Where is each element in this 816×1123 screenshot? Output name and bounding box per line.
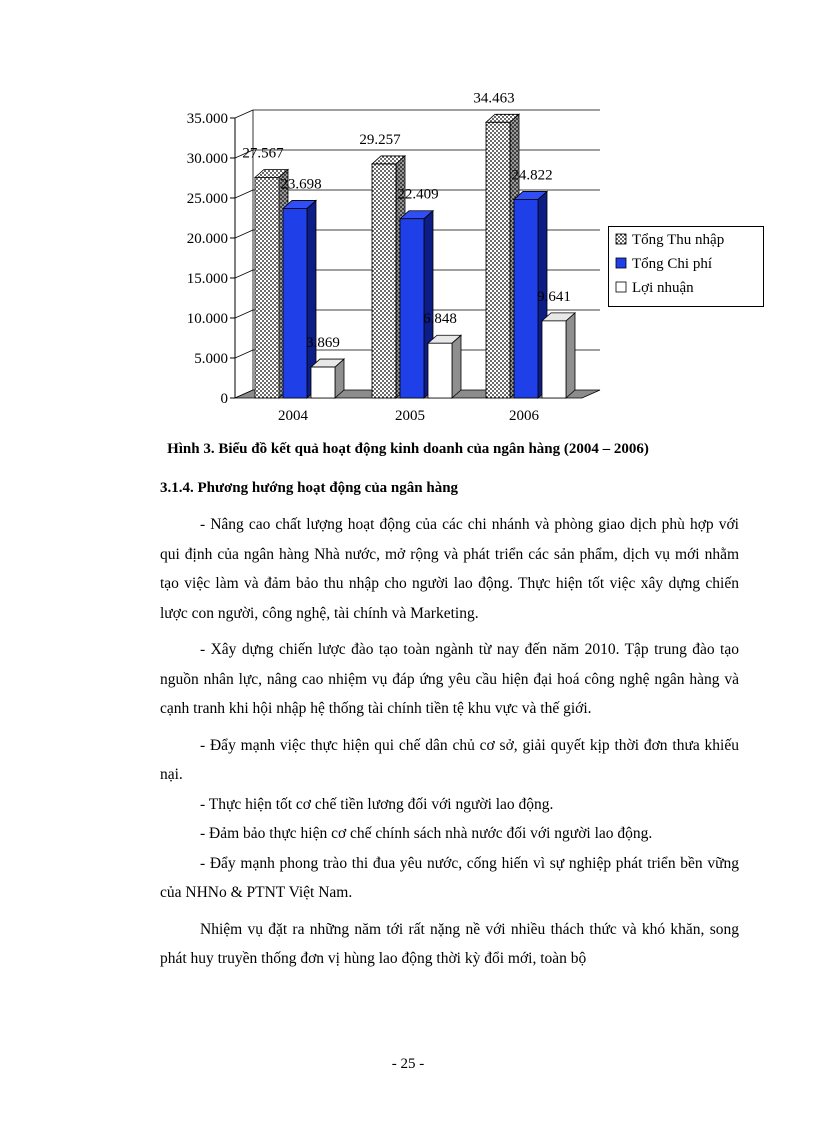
body-text bbox=[160, 510, 739, 974]
y-tick-label: 0 bbox=[220, 391, 228, 407]
bar-2005-series-2 bbox=[400, 219, 424, 398]
side-gridline bbox=[235, 350, 253, 358]
side-gridline bbox=[235, 110, 253, 118]
x-tick-label-2004: 2004 bbox=[278, 408, 308, 424]
data-label: 34.463 bbox=[473, 90, 515, 107]
page-number: - 25 - bbox=[391, 1056, 425, 1072]
paragraph-6: - Đẩy mạnh phong trào thi đua yêu nước, cống hiến vì sự nghiệp phát triển bền vững của NHNo & PTNT Việt Nam. bbox=[160, 854, 739, 901]
legend-swatch-1 bbox=[616, 234, 626, 244]
y-tick-label: 25.000 bbox=[186, 191, 228, 207]
x-tick-label-2005: 2005 bbox=[395, 408, 425, 424]
figure-caption: Hình 3. Biểu đồ kết quả hoạt động kinh doanh của ngân hàng (2004 – 2006) bbox=[167, 441, 649, 457]
side-gridline bbox=[235, 190, 253, 198]
side-gridline bbox=[235, 310, 253, 318]
legend-swatch-3 bbox=[616, 282, 626, 292]
section-title: 3.1.4. Phương hướng hoạt động của ngân hàng bbox=[160, 480, 459, 496]
bar-side bbox=[566, 313, 575, 398]
data-label: 6.848 bbox=[423, 311, 457, 328]
y-tick-label: 15.000 bbox=[186, 271, 228, 287]
y-tick-label: 10.000 bbox=[186, 311, 228, 327]
data-label: 23.698 bbox=[280, 176, 322, 193]
data-label: 27.567 bbox=[242, 145, 284, 162]
data-label: 29.257 bbox=[359, 131, 401, 148]
paragraph-4: - Thực hiện tốt cơ chế tiền lương đối với người lao động. bbox=[200, 795, 554, 813]
paragraph-5: - Đảm bảo thực hiện cơ chế chính sách nhà nước đối với người lao động. bbox=[200, 825, 653, 842]
data-label: 9.641 bbox=[537, 288, 571, 305]
paragraph-3: - Đẩy mạnh việc thực hiện qui chế dân chủ cơ sở, giải quyết kịp thời đơn thưa khiếu nại. bbox=[160, 736, 739, 783]
paragraph-1: - Nâng cao chất lượng hoạt động của các chi nhánh và phòng giao dịch phù hợp với qui định của ngân hàng Nhà nước, mở rộng và phát triển các sản phẩm, dịch vụ mới nhằm tạo việc làm và đảm bảo thu nhập cho người lao động. Thực hiện tốt việc xây dựng chiến lược con người, công nghệ, tài chính và Marketing. bbox=[160, 516, 739, 622]
paragraph-7: Nhiệm vụ đặt ra những năm tới rất nặng nề với nhiều thách thức và khó khăn, song phát huy truyền thống đơn vị hùng lao động thời kỳ đổi mới, toàn bộ bbox=[160, 920, 739, 967]
y-tick-label: 35.000 bbox=[186, 111, 228, 127]
legend-swatch-2 bbox=[616, 258, 626, 268]
x-tick-label-2006: 2006 bbox=[509, 408, 539, 424]
legend-label-2: Tổng Chi phí bbox=[632, 256, 713, 272]
legend-label-3: Lợi nhuận bbox=[632, 280, 694, 296]
bar-2005-series-1 bbox=[372, 164, 396, 398]
side-gridline bbox=[235, 230, 253, 238]
bar-2004-series-2 bbox=[283, 208, 307, 398]
side-gridline bbox=[235, 270, 253, 278]
y-tick-label: 30.000 bbox=[186, 151, 228, 167]
chart-legend bbox=[608, 226, 768, 308]
bar-2006-series-1 bbox=[486, 122, 510, 398]
paragraph-2: - Xây dựng chiến lược đào tạo toàn ngành từ nay đến năm 2010. Tập trung đào tạo nguồn nhân lực, nâng cao nhiệm vụ đáp ứng yêu cầu hiện đại hoá công nghệ ngân hàng và cạnh tranh khi hội nhập hệ thống tài chính tiền tệ khu vực và thế giới. bbox=[160, 641, 739, 717]
y-tick-label: 5.000 bbox=[194, 351, 228, 367]
y-tick-label: 20.000 bbox=[186, 231, 228, 247]
data-label: 22.409 bbox=[397, 186, 439, 203]
bar-2006-series-3 bbox=[542, 321, 566, 398]
business-results-chart bbox=[150, 80, 620, 432]
data-label: 3.869 bbox=[306, 335, 340, 352]
bar-2005-series-3 bbox=[428, 343, 452, 398]
data-label: 24.822 bbox=[511, 167, 553, 184]
bar-side bbox=[452, 335, 461, 398]
legend-label-1: Tổng Thu nhập bbox=[632, 232, 725, 248]
bar-2004-series-1 bbox=[255, 177, 279, 398]
bar-2004-series-3 bbox=[311, 367, 335, 398]
bar-2006-series-2 bbox=[514, 199, 538, 398]
